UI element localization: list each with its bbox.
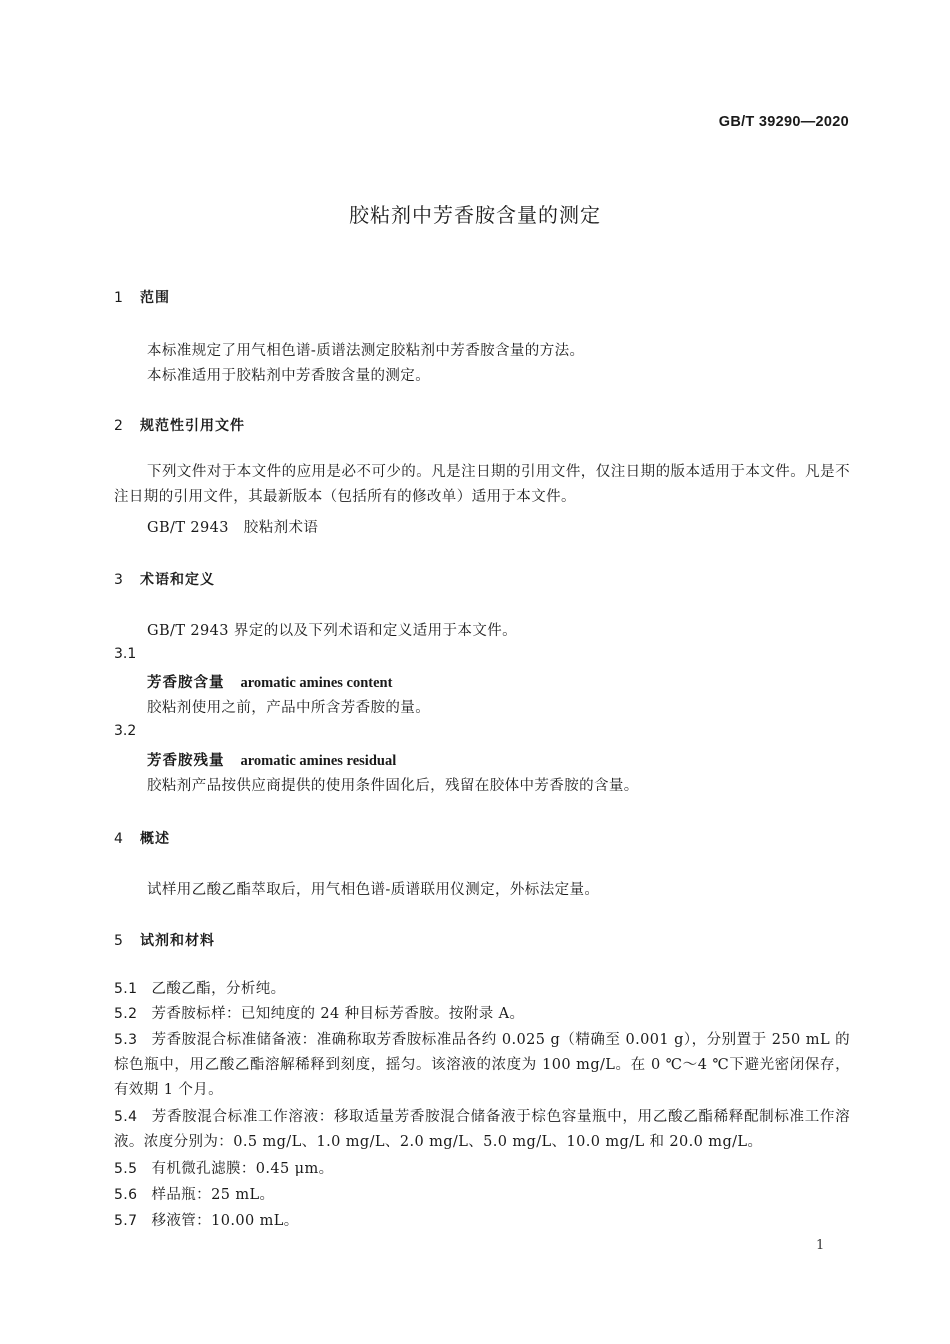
section-number: 1: [114, 290, 124, 306]
item-text: 样品瓶：25 mL。: [151, 1187, 275, 1203]
document-title: 胶粘剂中芳香胺含量的测定: [349, 203, 601, 227]
reagent-item: [114, 1105, 850, 1155]
section-title: 规范性引用文件: [140, 418, 245, 434]
scope-paragraph-2: 本标准适用于胶粘剂中芳香胺含量的测定。: [147, 368, 431, 384]
item-text: 芳香胺混合标准储备液：准确称取芳香胺标准品各约 0.025 g（精确至 0.001 g），分别置于 250 mL 的棕色瓶中，用乙酸乙酯溶解稀释到刻度，摇匀。该溶液的浓度为 100 mg/L。在 0 ℃～4 ℃下避光密闭保存，有效期 1 个月。: [114, 1032, 850, 1098]
item-text: 芳香胺混合标准工作溶液：移取适量芳香胺混合储备液于棕色容量瓶中，用乙酸乙酯稀释配制标准工作溶液。浓度分别为：0.5 mg/L、1.0 mg/L、2.0 mg/L、5.0 mg/L、10.0 mg/L 和 20.0 mg/L。: [114, 1109, 850, 1150]
section-5-heading: [114, 930, 215, 950]
section-2-heading: [114, 415, 245, 435]
section-title: 试剂和材料: [140, 933, 215, 949]
section-title: 术语和定义: [140, 572, 215, 588]
section-number: 5: [114, 933, 124, 949]
section-number: 3: [114, 572, 124, 588]
reagent-item: [114, 1183, 850, 1208]
item-number: 5.1: [114, 981, 138, 997]
term-entry: [147, 671, 392, 692]
item-number: 5.3: [114, 1032, 138, 1048]
page-number: 1: [816, 1238, 825, 1253]
standard-code: GB/T 39290—2020: [718, 114, 849, 130]
term-english: aromatic amines content: [240, 675, 393, 691]
section-title: 概述: [140, 831, 170, 847]
item-number: 5.6: [114, 1187, 138, 1203]
reagent-item: [114, 1028, 850, 1103]
term-chinese: 芳香胺残量: [147, 753, 225, 769]
section-3-heading: [114, 569, 215, 589]
section-title: 范围: [140, 290, 170, 306]
term-number: 3.1: [114, 646, 137, 662]
principle-paragraph: 试样用乙酸乙酯萃取后，用气相色谱-质谱联用仪测定，外标法定量。: [147, 882, 600, 898]
item-number: 5.5: [114, 1161, 138, 1177]
term-entry: [147, 749, 396, 770]
item-number: 5.7: [114, 1213, 138, 1229]
section-number: 4: [114, 831, 124, 847]
normative-reference-item: GB/T 2943 胶粘剂术语: [147, 520, 319, 536]
item-number: 5.4: [114, 1109, 138, 1125]
term-number: 3.2: [114, 723, 137, 739]
reagent-item: [114, 1209, 850, 1234]
term-definition: 胶粘剂产品按供应商提供的使用条件固化后，残留在胶体中芳香胺的含量。: [147, 778, 639, 794]
item-number: 5.2: [114, 1006, 138, 1022]
section-4-heading: [114, 828, 170, 848]
section-number: 2: [114, 418, 124, 434]
term-chinese: 芳香胺含量: [147, 675, 225, 691]
item-text: 芳香胺标样：已知纯度的 24 种目标芳香胺。按附录 A。: [151, 1006, 525, 1022]
scope-paragraph-1: 本标准规定了用气相色谱-质谱法测定胶粘剂中芳香胺含量的方法。: [147, 343, 585, 359]
term-english: aromatic amines residual: [240, 753, 397, 769]
item-text: 移液管：10.00 mL。: [151, 1213, 299, 1229]
reagent-item: [114, 1002, 850, 1027]
term-definition: 胶粘剂使用之前，产品中所含芳香胺的量。: [147, 700, 431, 716]
reagent-item: [114, 1157, 850, 1182]
item-text: 有机微孔滤膜：0.45 μm。: [151, 1161, 334, 1177]
section-1-heading: [114, 287, 170, 307]
terms-intro-paragraph: GB/T 2943 界定的以及下列术语和定义适用于本文件。: [147, 623, 518, 639]
item-text: 乙酸乙酯，分析纯。: [151, 981, 286, 997]
reagent-item: [114, 977, 850, 1002]
normative-references-paragraph: 下列文件对于本文件的应用是必不可少的。凡是注日期的引用文件，仅注日期的版本适用于本文件。凡是不注日期的引用文件，其最新版本（包括所有的修改单）适用于本文件。: [114, 464, 850, 505]
